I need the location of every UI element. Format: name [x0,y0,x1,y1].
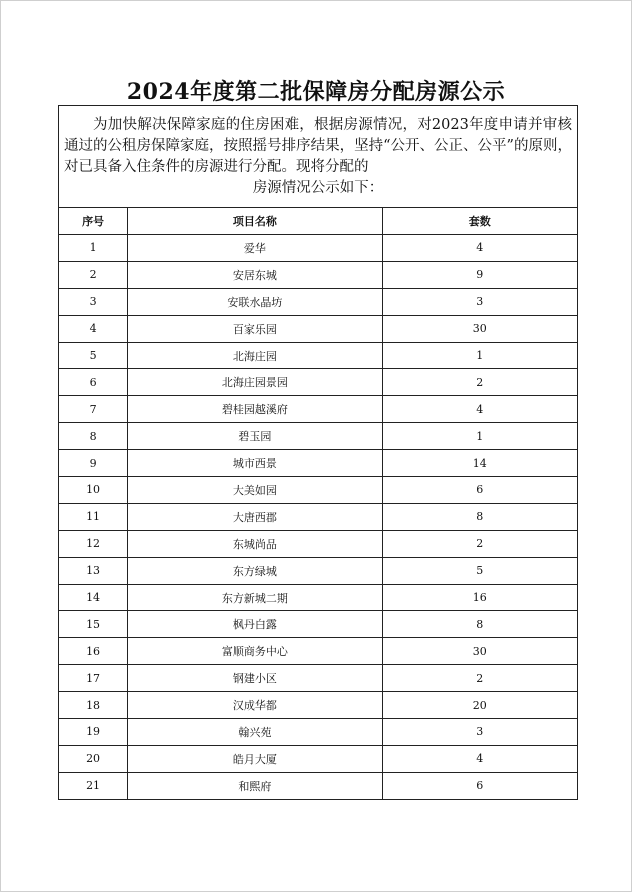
cell-unit-count: 2 [382,369,577,396]
cell-serial-number: 2 [59,261,128,288]
table-row [59,745,578,772]
cell-unit-count: 14 [382,450,577,477]
cell-serial-number: 12 [59,530,128,557]
cell-project-name: 城市西景 [128,450,382,477]
cell-serial-number: 14 [59,584,128,611]
cell-unit-count: 2 [382,530,577,557]
table-row [59,503,578,530]
cell-serial-number: 6 [59,369,128,396]
cell-unit-count: 20 [382,692,577,719]
cell-project-name: 碧桂园越溪府 [128,396,382,423]
header-serial-number: 序号 [59,208,128,235]
cell-serial-number: 13 [59,557,128,584]
table-row [59,288,578,315]
cell-serial-number: 15 [59,611,128,638]
cell-unit-count: 4 [382,235,577,262]
cell-unit-count: 1 [382,423,577,450]
table-row [59,665,578,692]
table-row [59,450,578,477]
cell-project-name: 大唐西郡 [128,503,382,530]
table-row [59,557,578,584]
document-title: 2024年度第二批保障房分配房源公示 [126,79,506,105]
cell-unit-count: 1 [382,342,577,369]
table-row [59,692,578,719]
cell-serial-number: 10 [59,477,128,504]
cell-unit-count: 4 [382,396,577,423]
cell-unit-count: 30 [382,638,577,665]
cell-serial-number: 21 [59,772,128,799]
table-row [59,719,578,746]
table-row [59,584,578,611]
table-row [59,530,578,557]
intro-row [59,106,578,208]
cell-project-name: 安联水晶坊 [128,288,382,315]
cell-serial-number: 8 [59,423,128,450]
cell-project-name: 爱华 [128,235,382,262]
table-row [59,235,578,262]
cell-serial-number: 17 [59,665,128,692]
cell-project-name: 汉成华都 [128,692,382,719]
cell-serial-number: 20 [59,745,128,772]
header-project-name: 项目名称 [128,208,382,235]
table-row [59,396,578,423]
cell-project-name: 东城尚品 [128,530,382,557]
table-row [59,477,578,504]
cell-serial-number: 5 [59,342,128,369]
cell-unit-count: 9 [382,261,577,288]
cell-unit-count: 5 [382,557,577,584]
cell-unit-count: 16 [382,584,577,611]
table-row [59,342,578,369]
cell-unit-count: 8 [382,503,577,530]
cell-serial-number: 9 [59,450,128,477]
table-row [59,772,578,799]
cell-project-name: 北海庄园 [128,342,382,369]
cell-project-name: 枫丹白露 [128,611,382,638]
cell-unit-count: 4 [382,745,577,772]
intro-paragraph [64,115,572,199]
table-header-row [59,208,578,235]
cell-unit-count: 8 [382,611,577,638]
cell-project-name: 东方绿城 [128,557,382,584]
cell-serial-number: 19 [59,719,128,746]
cell-serial-number: 1 [59,235,128,262]
cell-unit-count: 2 [382,665,577,692]
intro-cell [59,106,578,208]
cell-unit-count: 6 [382,477,577,504]
cell-serial-number: 16 [59,638,128,665]
cell-serial-number: 11 [59,503,128,530]
cell-unit-count: 3 [382,288,577,315]
cell-project-name: 皓月大厦 [128,745,382,772]
table-row [59,611,578,638]
cell-project-name: 富顺商务中心 [128,638,382,665]
cell-project-name: 和熙府 [128,772,382,799]
allocation-table [58,105,578,800]
cell-project-name: 碧玉园 [128,423,382,450]
table-row [59,261,578,288]
cell-serial-number: 4 [59,315,128,342]
table-row [59,638,578,665]
cell-project-name: 安居东城 [128,261,382,288]
header-unit-count: 套数 [382,208,577,235]
cell-unit-count: 3 [382,719,577,746]
cell-unit-count: 6 [382,772,577,799]
table-row [59,423,578,450]
cell-unit-count: 30 [382,315,577,342]
cell-project-name: 大美如园 [128,477,382,504]
table-row [59,369,578,396]
intro-main-text: 为加快解决保障家庭的住房困难，根据房源情况，对2023年度申请并审核通过的公租房保障家庭，按照摇号排序结果，坚持“公开、公正、公平”的原则，对已具备入住条件的房源进行分配。现将分配的 [64,116,572,175]
cell-serial-number: 3 [59,288,128,315]
cell-project-name: 东方新城二期 [128,584,382,611]
cell-project-name: 北海庄园景园 [128,369,382,396]
cell-project-name: 翰兴苑 [128,719,382,746]
table-row [59,315,578,342]
intro-last-line: 房源情况公示如下： [252,179,384,196]
cell-project-name: 钢建小区 [128,665,382,692]
cell-serial-number: 7 [59,396,128,423]
cell-project-name: 百家乐园 [128,315,382,342]
cell-serial-number: 18 [59,692,128,719]
